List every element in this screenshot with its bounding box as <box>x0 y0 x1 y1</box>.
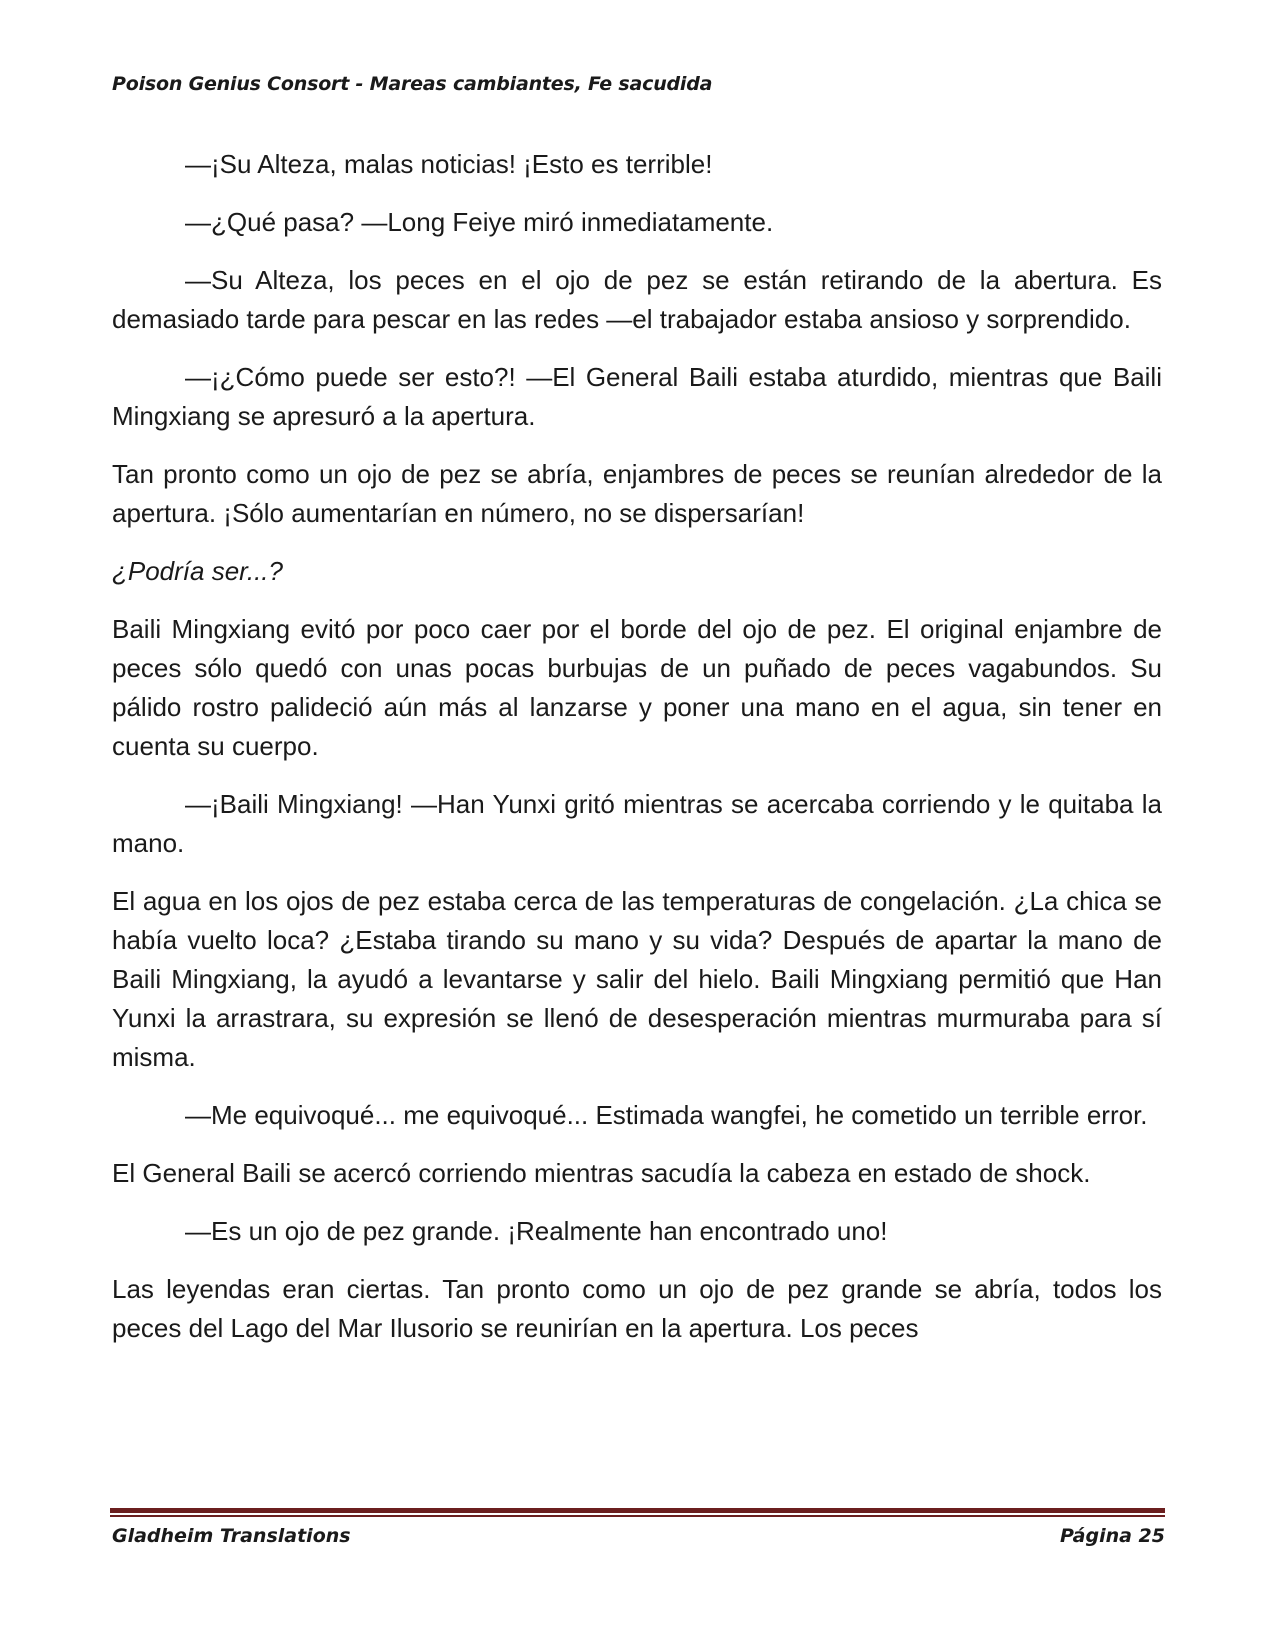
page-body <box>112 145 1162 1348</box>
page-number: Página 25 <box>1059 1525 1165 1547</box>
paragraph-10: —Me equivoqué... me equivoqué... Estimada wangfei, he cometido un terrible error. <box>185 1100 1148 1130</box>
footer-publisher: Gladheim Translations <box>112 1525 351 1547</box>
paragraph-12: —Es un ojo de pez grande. ¡Realmente han encontrado uno! <box>185 1216 888 1246</box>
paragraph-6: ¿Podría ser...? <box>112 556 283 586</box>
paragraph-7: Baili Mingxiang evitó por poco caer por el borde del ojo de pez. El original enjambre de peces sólo quedó con unas pocas burbujas de un puñado de peces vagabundos. Su pálido rostro palideció aún más al lanzarse y poner una mano en el agua, sin tener en cuenta su cuerpo. <box>112 614 1162 761</box>
paragraph-3: —Su Alteza, los peces en el ojo de pez se están retirando de la abertura. Es demasiado tarde para pescar en las redes —el trabajador estaba ansioso y sorprendido. <box>112 265 1162 334</box>
paragraph-4: —¡¿Cómo puede ser esto?! —El General Baili estaba aturdido, mientras que Baili Mingxiang se apresuró a la apertura. <box>112 362 1162 431</box>
paragraph-5: Tan pronto como un ojo de pez se abría, enjambres de peces se reunían alrededor de la apertura. ¡Sólo aumentarían en número, no se dispersarían! <box>112 459 1162 528</box>
paragraph-11: El General Baili se acercó corriendo mientras sacudía la cabeza en estado de shock. <box>112 1158 1091 1188</box>
paragraph-13: Las leyendas eran ciertas. Tan pronto como un ojo de pez grande se abría, todos los peces del Lago del Mar Ilusorio se reunirían en la apertura. Los peces <box>112 1274 1162 1343</box>
footer-rule-thin <box>110 1515 1165 1517</box>
paragraph-1: —¡Su Alteza, malas noticias! ¡Esto es terrible! <box>185 149 713 179</box>
paragraph-8: —¡Baili Mingxiang! —Han Yunxi gritó mientras se acercaba corriendo y le quitaba la mano. <box>112 789 1162 858</box>
footer-rule <box>110 1508 1165 1517</box>
running-header: Poison Genius Consort - Mareas cambiantes, Fe sacudida <box>112 73 713 95</box>
footer-rule-thick <box>110 1508 1165 1513</box>
paragraph-9: El agua en los ojos de pez estaba cerca de las temperaturas de congelación. ¿La chica se había vuelto loca? ¿Estaba tirando su mano y su vida? Después de apartar la mano de Baili Mingxiang, la ayudó a levantarse y salir del hielo. Baili Mingxiang permitió que Han Yunxi la arrastrara, su expresión se llenó de desesperación mientras murmuraba para sí misma. <box>112 886 1162 1072</box>
paragraph-2: —¿Qué pasa? —Long Feiye miró inmediatamente. <box>185 207 774 237</box>
